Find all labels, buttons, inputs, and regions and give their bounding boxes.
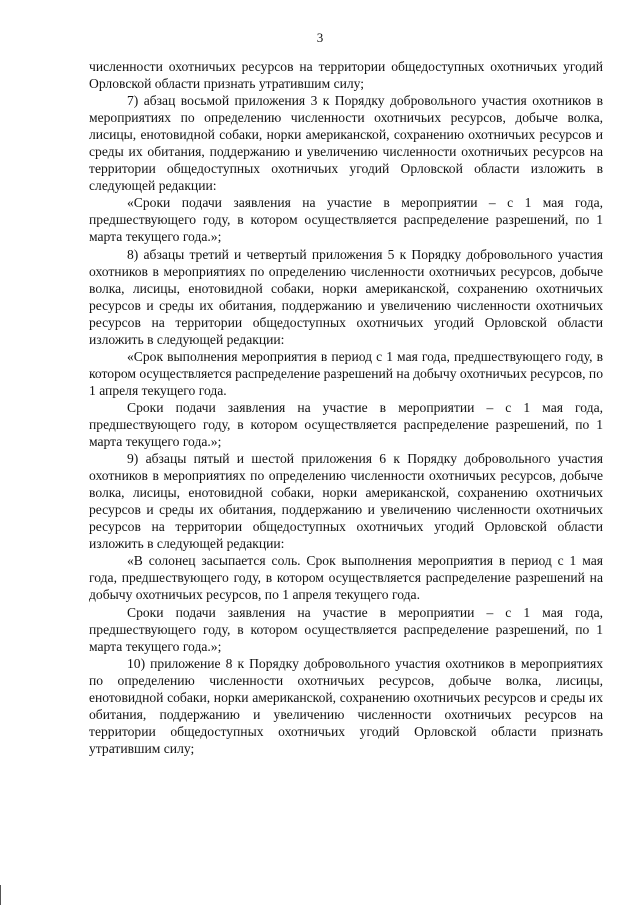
page-number: 3 — [316, 30, 324, 45]
paragraph-item-7: 7) абзац восьмой приложения 3 к Порядку добровольного участия охотников в мероприятиях по определению численности охотничьих ресурсов, добыче волка, лисицы, енотовидной собаки, норки американской, сохранению охотничьих ресурсов и среды их обитания, поддержанию и увеличению численности охотничьих ресурсов на территории общедоступных охотничьих угодий Орловской области изложить в следующей редакции: — [89, 93, 603, 194]
paragraph-quote-item-8-second: Сроки подачи заявления на участие в мероприятии – с 1 мая года, предшествующего году, в котором осуществляется распределение разрешений, по 1 марта текущего года.»; — [89, 399, 603, 450]
paragraph-quote-item-9-second: Сроки подачи заявления на участие в мероприятии – с 1 мая года, предшествующего году, в котором осуществляется распределение разрешений, по 1 марта текущего года.»; — [89, 604, 603, 654]
paragraph-item-10: 10) приложение 8 к Порядку добровольного участия охотников в мероприятиях по определению численности охотничьих ресурсов, добыче волка, лисицы, енотовидной собаки, норки американской, сохранению охотничьих ресурсов и среды их обитания, поддержанию и увеличению численности охотничьих ресурсов на территории общедоступных охотничьих угодий Орловской области признать утратившим силу; — [89, 655, 603, 756]
document-body — [89, 58, 603, 757]
paragraph-quote-item-8-first: «Срок выполнения мероприятия в период с 1 мая года, предшествующего году, в котором осуществляется распределение разрешений на добычу охотничьих ресурсов, по 1 апреля текущего года. — [89, 348, 604, 398]
paragraph-quote-item-9-first: «В солонец засыпается соль. Срок выполнения мероприятия в период с 1 мая года, предшествующего году, в котором осуществляется распределение разрешений на добычу охотничьих ресурсов, по 1 апреля текущего года. — [89, 553, 603, 603]
scan-edge-mark — [0, 885, 9, 905]
paragraph-quote-item-7: «Сроки подачи заявления на участие в мероприятии – с 1 мая года, предшествующего году, в котором осуществляется распределение разрешений, по 1 марта текущего года.»; — [89, 195, 603, 245]
paragraph-continuation: численности охотничьих ресурсов на территории общедоступных охотничьих угодий Орловской области признать утратившим силу; — [89, 59, 603, 92]
paragraph-item-9: 9) абзацы пятый и шестой приложения 6 к Порядку добровольного участия охотников в мероприятиях по определению численности охотничьих ресурсов, добыче волка, лисицы, енотовидной собаки, норки американской, сохранению охотничьих ресурсов и среды их обитания, поддержанию и увеличению численности охотничьих ресурсов на территории общедоступных охотничьих угодий Орловской области изложить в следующей редакции: — [89, 451, 603, 552]
paragraph-item-8: 8) абзацы третий и четвертый приложения 5 к Порядку добровольного участия охотников в мероприятиях по определению численности охотничьих ресурсов, добыче волка, лисицы, енотовидной собаки, норки американской, сохранению охотничьих ресурсов и среды их обитания, поддержанию и увеличению численности охотничьих ресурсов на территории общедоступных охотничьих угодий Орловской области изложить в следующей редакции: — [89, 246, 603, 347]
